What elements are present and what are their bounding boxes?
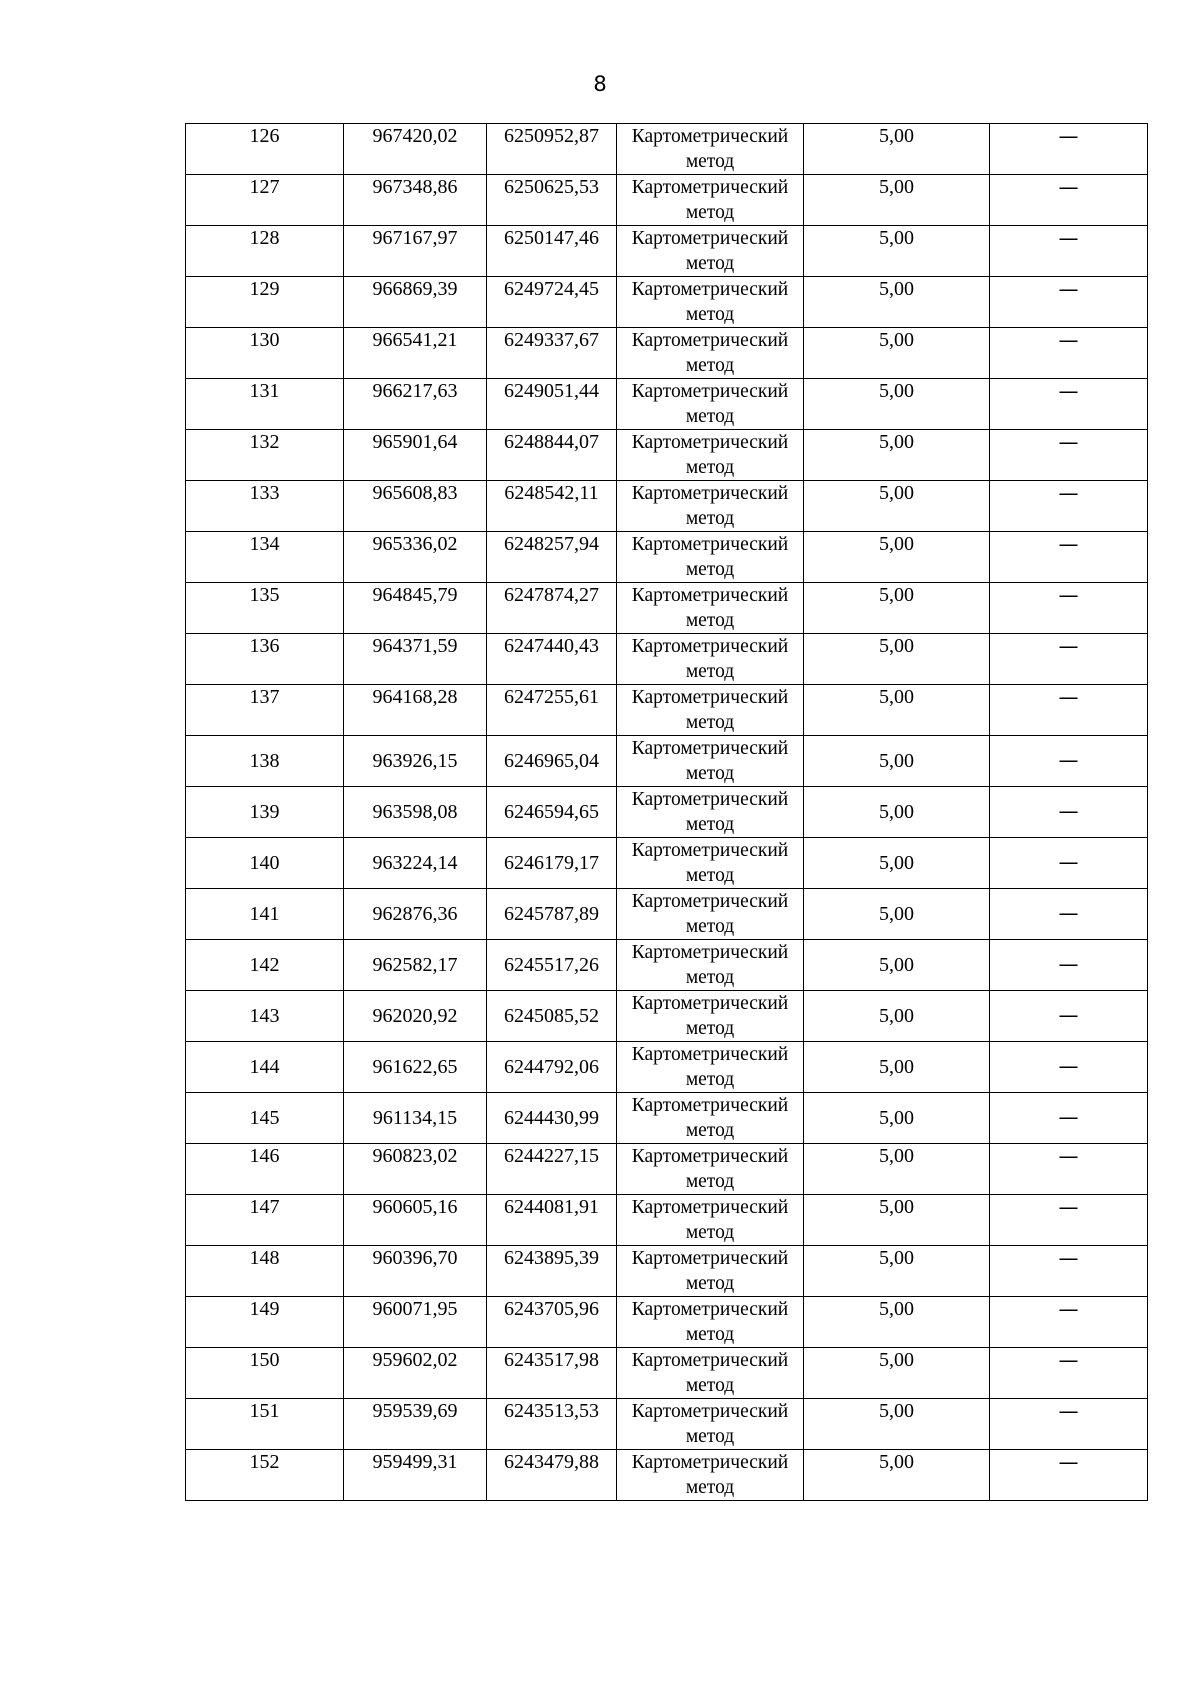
x-coordinate-cell: 962876,36: [344, 889, 487, 940]
dash-symbol: —: [1058, 634, 1079, 658]
dash-symbol: —: [1058, 1450, 1079, 1474]
dash-symbol: —: [1058, 175, 1079, 199]
method-line-1: Картометрический: [631, 1299, 789, 1320]
x-coordinate-cell: 959539,69: [344, 1399, 487, 1450]
method-cell: [617, 532, 804, 583]
method-cell: [617, 583, 804, 634]
method-line-2: метод: [685, 1273, 735, 1294]
method-cell: [617, 1399, 804, 1450]
accuracy-cell: 5,00: [804, 1450, 990, 1501]
method-line-2: метод: [685, 1120, 735, 1141]
dash-symbol: —: [1058, 1399, 1079, 1423]
dash-symbol: —: [1058, 799, 1079, 823]
method-line-2: метод: [685, 457, 735, 478]
y-coordinate-cell: 6244227,15: [487, 1144, 617, 1195]
point-number-cell: 143: [186, 991, 344, 1042]
point-number-cell: 127: [186, 175, 344, 226]
x-coordinate-cell: 964845,79: [344, 583, 487, 634]
dash-symbol: —: [1058, 1246, 1079, 1270]
dash-symbol: —: [1058, 685, 1079, 709]
y-coordinate-cell: 6250625,53: [487, 175, 617, 226]
table-row: [186, 277, 1148, 328]
method-line-1: Картометрический: [631, 891, 789, 912]
note-cell: [990, 124, 1148, 175]
x-coordinate-cell: 967167,97: [344, 226, 487, 277]
method-cell: [617, 1042, 804, 1093]
method-line-2: метод: [685, 1018, 735, 1039]
method-line-2: метод: [685, 814, 735, 835]
point-number-cell: 151: [186, 1399, 344, 1450]
method-cell: [617, 226, 804, 277]
x-coordinate-cell: 962020,92: [344, 991, 487, 1042]
note-cell: [990, 1195, 1148, 1246]
y-coordinate-cell: 6244430,99: [487, 1093, 617, 1144]
method-line-2: метод: [685, 1069, 735, 1090]
method-cell: [617, 940, 804, 991]
method-line-1: Картометрический: [631, 483, 789, 504]
y-coordinate-cell: 6245085,52: [487, 991, 617, 1042]
method-line-1: Картометрический: [631, 840, 789, 861]
point-number-cell: 140: [186, 838, 344, 889]
method-cell: [617, 838, 804, 889]
accuracy-cell: 5,00: [804, 430, 990, 481]
method-line-2: метод: [685, 559, 735, 580]
method-cell: [617, 685, 804, 736]
accuracy-cell: 5,00: [804, 532, 990, 583]
point-number-cell: 136: [186, 634, 344, 685]
point-number-cell: 147: [186, 1195, 344, 1246]
table-row: [186, 1144, 1148, 1195]
dash-symbol: —: [1058, 430, 1079, 454]
method-line-1: Картометрический: [631, 177, 789, 198]
y-coordinate-cell: 6248844,07: [487, 430, 617, 481]
table-row: [186, 940, 1148, 991]
y-coordinate-cell: 6243479,88: [487, 1450, 617, 1501]
accuracy-cell: 5,00: [804, 736, 990, 787]
dash-symbol: —: [1058, 748, 1079, 772]
x-coordinate-cell: 965336,02: [344, 532, 487, 583]
method-line-2: метод: [685, 406, 735, 427]
point-number-cell: 139: [186, 787, 344, 838]
note-cell: [990, 481, 1148, 532]
point-number-cell: 128: [186, 226, 344, 277]
y-coordinate-cell: 6246965,04: [487, 736, 617, 787]
dash-symbol: —: [1058, 583, 1079, 607]
coordinates-table-body: [186, 124, 1148, 1501]
method-line-2: метод: [685, 1222, 735, 1243]
note-cell: [990, 430, 1148, 481]
method-line-2: метод: [685, 865, 735, 886]
point-number-cell: 137: [186, 685, 344, 736]
method-cell: [617, 1450, 804, 1501]
method-line-1: Картометрический: [631, 1248, 789, 1269]
point-number-cell: 129: [186, 277, 344, 328]
table-row: [186, 583, 1148, 634]
table-row: [186, 634, 1148, 685]
method-cell: [617, 379, 804, 430]
point-number-cell: 145: [186, 1093, 344, 1144]
x-coordinate-cell: 966869,39: [344, 277, 487, 328]
x-coordinate-cell: 963598,08: [344, 787, 487, 838]
x-coordinate-cell: 966541,21: [344, 328, 487, 379]
table-row: [186, 175, 1148, 226]
point-number-cell: 146: [186, 1144, 344, 1195]
method-line-2: метод: [685, 610, 735, 631]
accuracy-cell: 5,00: [804, 1144, 990, 1195]
method-line-1: Картометрический: [631, 432, 789, 453]
method-line-1: Картометрический: [631, 1197, 789, 1218]
point-number-cell: 135: [186, 583, 344, 634]
table-row: [186, 685, 1148, 736]
note-cell: [990, 889, 1148, 940]
table-row: [186, 736, 1148, 787]
dash-symbol: —: [1058, 277, 1079, 301]
y-coordinate-cell: 6248542,11: [487, 481, 617, 532]
x-coordinate-cell: 961134,15: [344, 1093, 487, 1144]
x-coordinate-cell: 960071,95: [344, 1297, 487, 1348]
dash-symbol: —: [1058, 1144, 1079, 1168]
method-line-2: метод: [685, 1375, 735, 1396]
dash-symbol: —: [1058, 1105, 1079, 1129]
accuracy-cell: 5,00: [804, 226, 990, 277]
note-cell: [990, 175, 1148, 226]
accuracy-cell: 5,00: [804, 277, 990, 328]
method-line-2: метод: [685, 712, 735, 733]
dash-symbol: —: [1058, 850, 1079, 874]
point-number-cell: 148: [186, 1246, 344, 1297]
dash-symbol: —: [1058, 1003, 1079, 1027]
x-coordinate-cell: 965901,64: [344, 430, 487, 481]
note-cell: [990, 1297, 1148, 1348]
method-line-1: Картометрический: [631, 1095, 789, 1116]
method-cell: [617, 430, 804, 481]
point-number-cell: 149: [186, 1297, 344, 1348]
method-cell: [617, 889, 804, 940]
method-line-2: метод: [685, 1477, 735, 1498]
table-row: [186, 1093, 1148, 1144]
point-number-cell: 141: [186, 889, 344, 940]
method-line-1: Картометрический: [631, 1452, 789, 1473]
table-row: [186, 1450, 1148, 1501]
x-coordinate-cell: 960396,70: [344, 1246, 487, 1297]
method-line-1: Картометрический: [631, 1044, 789, 1065]
method-cell: [617, 1246, 804, 1297]
dash-symbol: —: [1058, 1348, 1079, 1372]
note-cell: [990, 328, 1148, 379]
method-line-1: Картометрический: [631, 1401, 789, 1422]
method-line-2: метод: [685, 202, 735, 223]
note-cell: [990, 583, 1148, 634]
method-cell: [617, 1195, 804, 1246]
method-line-2: метод: [685, 151, 735, 172]
method-line-1: Картометрический: [631, 993, 789, 1014]
y-coordinate-cell: 6244081,91: [487, 1195, 617, 1246]
accuracy-cell: 5,00: [804, 1093, 990, 1144]
method-line-2: метод: [685, 916, 735, 937]
method-line-2: метод: [685, 304, 735, 325]
point-number-cell: 132: [186, 430, 344, 481]
dash-symbol: —: [1058, 1195, 1079, 1219]
method-line-1: Картометрический: [631, 381, 789, 402]
y-coordinate-cell: 6244792,06: [487, 1042, 617, 1093]
method-line-1: Картометрический: [631, 1350, 789, 1371]
note-cell: [990, 1042, 1148, 1093]
accuracy-cell: 5,00: [804, 940, 990, 991]
dash-symbol: —: [1058, 532, 1079, 556]
method-cell: [617, 634, 804, 685]
note-cell: [990, 940, 1148, 991]
table-row: [186, 328, 1148, 379]
accuracy-cell: 5,00: [804, 175, 990, 226]
note-cell: [990, 685, 1148, 736]
accuracy-cell: 5,00: [804, 1195, 990, 1246]
x-coordinate-cell: 960823,02: [344, 1144, 487, 1195]
method-line-1: Картометрический: [631, 585, 789, 606]
page-number: 8: [593, 72, 607, 96]
point-number-cell: 144: [186, 1042, 344, 1093]
y-coordinate-cell: 6243513,53: [487, 1399, 617, 1450]
method-cell: [617, 277, 804, 328]
accuracy-cell: 5,00: [804, 1246, 990, 1297]
dash-symbol: —: [1058, 226, 1079, 250]
method-line-2: метод: [685, 253, 735, 274]
x-coordinate-cell: 960605,16: [344, 1195, 487, 1246]
note-cell: [990, 1144, 1148, 1195]
note-cell: [990, 379, 1148, 430]
point-number-cell: 133: [186, 481, 344, 532]
method-line-1: Картометрический: [631, 1146, 789, 1167]
table-row: [186, 481, 1148, 532]
accuracy-cell: 5,00: [804, 787, 990, 838]
x-coordinate-cell: 966217,63: [344, 379, 487, 430]
method-line-1: Картометрический: [631, 534, 789, 555]
note-cell: [990, 838, 1148, 889]
point-number-cell: 142: [186, 940, 344, 991]
note-cell: [990, 1450, 1148, 1501]
y-coordinate-cell: 6249724,45: [487, 277, 617, 328]
method-line-2: метод: [685, 967, 735, 988]
method-cell: [617, 1297, 804, 1348]
method-line-2: метод: [685, 1171, 735, 1192]
note-cell: [990, 991, 1148, 1042]
dash-symbol: —: [1058, 379, 1079, 403]
method-cell: [617, 1093, 804, 1144]
method-cell: [617, 124, 804, 175]
method-line-2: метод: [685, 763, 735, 784]
note-cell: [990, 1246, 1148, 1297]
method-line-1: Картометрический: [631, 738, 789, 759]
x-coordinate-cell: 962582,17: [344, 940, 487, 991]
x-coordinate-cell: 959499,31: [344, 1450, 487, 1501]
y-coordinate-cell: 6247874,27: [487, 583, 617, 634]
method-line-2: метод: [685, 661, 735, 682]
table-row: [186, 991, 1148, 1042]
method-line-2: метод: [685, 508, 735, 529]
table-row: [186, 532, 1148, 583]
note-cell: [990, 532, 1148, 583]
point-number-cell: 126: [186, 124, 344, 175]
note-cell: [990, 634, 1148, 685]
table-row: [186, 1297, 1148, 1348]
x-coordinate-cell: 959602,02: [344, 1348, 487, 1399]
note-cell: [990, 787, 1148, 838]
y-coordinate-cell: 6243705,96: [487, 1297, 617, 1348]
method-cell: [617, 1144, 804, 1195]
point-number-cell: 152: [186, 1450, 344, 1501]
accuracy-cell: 5,00: [804, 1297, 990, 1348]
method-line-2: метод: [685, 1324, 735, 1345]
x-coordinate-cell: 963926,15: [344, 736, 487, 787]
method-cell: [617, 787, 804, 838]
y-coordinate-cell: 6250147,46: [487, 226, 617, 277]
x-coordinate-cell: 965608,83: [344, 481, 487, 532]
table-row: [186, 889, 1148, 940]
dash-symbol: —: [1058, 1054, 1079, 1078]
x-coordinate-cell: 961622,65: [344, 1042, 487, 1093]
method-line-1: Картометрический: [631, 942, 789, 963]
method-cell: [617, 991, 804, 1042]
accuracy-cell: 5,00: [804, 1042, 990, 1093]
accuracy-cell: 5,00: [804, 685, 990, 736]
note-cell: [990, 736, 1148, 787]
point-number-cell: 134: [186, 532, 344, 583]
y-coordinate-cell: 6243895,39: [487, 1246, 617, 1297]
dash-symbol: —: [1058, 481, 1079, 505]
note-cell: [990, 1348, 1148, 1399]
dash-symbol: —: [1058, 952, 1079, 976]
x-coordinate-cell: 964371,59: [344, 634, 487, 685]
y-coordinate-cell: 6247255,61: [487, 685, 617, 736]
method-line-1: Картометрический: [631, 789, 789, 810]
point-number-cell: 131: [186, 379, 344, 430]
dash-symbol: —: [1058, 1297, 1079, 1321]
x-coordinate-cell: 967420,02: [344, 124, 487, 175]
dash-symbol: —: [1058, 124, 1079, 148]
note-cell: [990, 277, 1148, 328]
table-row: [186, 787, 1148, 838]
y-coordinate-cell: 6247440,43: [487, 634, 617, 685]
table-row: [186, 226, 1148, 277]
method-line-1: Картометрический: [631, 687, 789, 708]
accuracy-cell: 5,00: [804, 1348, 990, 1399]
table-row: [186, 1348, 1148, 1399]
accuracy-cell: 5,00: [804, 124, 990, 175]
point-number-cell: 130: [186, 328, 344, 379]
note-cell: [990, 1399, 1148, 1450]
method-line-2: метод: [685, 1426, 735, 1447]
coordinates-table: [185, 123, 1148, 1501]
y-coordinate-cell: 6245787,89: [487, 889, 617, 940]
point-number-cell: 150: [186, 1348, 344, 1399]
point-number-cell: 138: [186, 736, 344, 787]
table-row: [186, 1195, 1148, 1246]
dash-symbol: —: [1058, 901, 1079, 925]
table-row: [186, 1246, 1148, 1297]
y-coordinate-cell: 6249051,44: [487, 379, 617, 430]
accuracy-cell: 5,00: [804, 838, 990, 889]
method-cell: [617, 328, 804, 379]
accuracy-cell: 5,00: [804, 583, 990, 634]
accuracy-cell: 5,00: [804, 634, 990, 685]
y-coordinate-cell: 6248257,94: [487, 532, 617, 583]
table-row: [186, 124, 1148, 175]
table-row: [186, 379, 1148, 430]
method-line-1: Картометрический: [631, 330, 789, 351]
accuracy-cell: 5,00: [804, 991, 990, 1042]
note-cell: [990, 226, 1148, 277]
table-row: [186, 838, 1148, 889]
method-line-1: Картометрический: [631, 228, 789, 249]
y-coordinate-cell: 6246179,17: [487, 838, 617, 889]
accuracy-cell: 5,00: [804, 481, 990, 532]
y-coordinate-cell: 6249337,67: [487, 328, 617, 379]
note-cell: [990, 1093, 1148, 1144]
method-line-2: метод: [685, 355, 735, 376]
x-coordinate-cell: 967348,86: [344, 175, 487, 226]
accuracy-cell: 5,00: [804, 1399, 990, 1450]
method-cell: [617, 1348, 804, 1399]
table-row: [186, 430, 1148, 481]
x-coordinate-cell: 964168,28: [344, 685, 487, 736]
table-row: [186, 1042, 1148, 1093]
method-cell: [617, 481, 804, 532]
method-cell: [617, 736, 804, 787]
x-coordinate-cell: 963224,14: [344, 838, 487, 889]
y-coordinate-cell: 6250952,87: [487, 124, 617, 175]
accuracy-cell: 5,00: [804, 328, 990, 379]
y-coordinate-cell: 6245517,26: [487, 940, 617, 991]
accuracy-cell: 5,00: [804, 379, 990, 430]
accuracy-cell: 5,00: [804, 889, 990, 940]
table-row: [186, 1399, 1148, 1450]
method-cell: [617, 175, 804, 226]
method-line-1: Картометрический: [631, 636, 789, 657]
method-line-1: Картометрический: [631, 126, 789, 147]
dash-symbol: —: [1058, 328, 1079, 352]
y-coordinate-cell: 6243517,98: [487, 1348, 617, 1399]
y-coordinate-cell: 6246594,65: [487, 787, 617, 838]
method-line-1: Картометрический: [631, 279, 789, 300]
